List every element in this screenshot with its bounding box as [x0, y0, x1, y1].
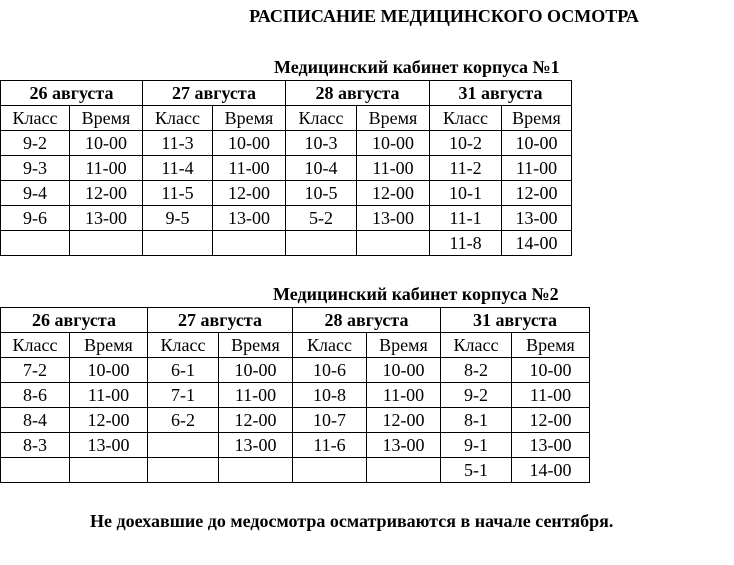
class-cell — [1, 458, 70, 483]
page-title: РАСПИСАНИЕ МЕДИЦИНСКОГО ОСМОТРА — [249, 6, 639, 26]
time-cell: 12-00 — [357, 181, 430, 206]
time-cell: 12-00 — [70, 408, 148, 433]
table-row — [1, 433, 590, 458]
date-header: 27 августа — [148, 308, 293, 333]
time-cell: 11-00 — [512, 383, 590, 408]
class-cell — [148, 433, 219, 458]
class-column-header: Класс — [1, 106, 70, 131]
class-column-header: Класс — [441, 333, 512, 358]
table-row — [1, 458, 590, 483]
time-cell — [219, 458, 293, 483]
table-row — [1, 156, 572, 181]
table-row — [1, 181, 572, 206]
date-header: 27 августа — [143, 81, 286, 106]
time-cell — [213, 231, 286, 256]
class-cell: 11-5 — [143, 181, 213, 206]
class-cell: 8-4 — [1, 408, 70, 433]
time-cell: 13-00 — [512, 433, 590, 458]
class-cell: 11-1 — [430, 206, 502, 231]
class-cell: 8-2 — [441, 358, 512, 383]
class-cell: 5-2 — [286, 206, 357, 231]
footer-note: Не доехавшие до медосмотра осматриваются в начале сентября. — [90, 511, 614, 531]
class-cell: 11-8 — [430, 231, 502, 256]
column-header-row — [1, 333, 590, 358]
class-cell: 10-6 — [293, 358, 367, 383]
date-header: 26 августа — [1, 81, 143, 106]
time-cell: 12-00 — [70, 181, 143, 206]
time-cell: 13-00 — [502, 206, 572, 231]
time-column-header: Время — [512, 333, 590, 358]
class-cell: 11-2 — [430, 156, 502, 181]
time-cell: 13-00 — [213, 206, 286, 231]
time-cell: 13-00 — [367, 433, 441, 458]
time-cell: 13-00 — [70, 433, 148, 458]
time-cell: 11-00 — [70, 383, 148, 408]
class-cell: 11-3 — [143, 131, 213, 156]
time-cell: 11-00 — [367, 383, 441, 408]
class-cell: 11-6 — [293, 433, 367, 458]
class-cell: 9-2 — [441, 383, 512, 408]
class-column-header: Класс — [1, 333, 70, 358]
class-cell: 10-7 — [293, 408, 367, 433]
class-cell: 8-1 — [441, 408, 512, 433]
date-header: 31 августа — [430, 81, 572, 106]
time-cell: 11-00 — [357, 156, 430, 181]
class-cell: 9-6 — [1, 206, 70, 231]
date-row — [1, 81, 572, 106]
class-cell — [286, 231, 357, 256]
time-cell: 10-00 — [219, 358, 293, 383]
class-cell: 7-2 — [1, 358, 70, 383]
time-cell: 11-00 — [219, 383, 293, 408]
time-cell: 13-00 — [70, 206, 143, 231]
class-cell: 10-4 — [286, 156, 357, 181]
class-cell: 10-8 — [293, 383, 367, 408]
time-column-header: Время — [357, 106, 430, 131]
class-cell: 6-1 — [148, 358, 219, 383]
class-cell: 9-4 — [1, 181, 70, 206]
class-cell — [293, 458, 367, 483]
class-cell — [1, 231, 70, 256]
class-cell — [148, 458, 219, 483]
time-cell: 11-00 — [213, 156, 286, 181]
table-row — [1, 358, 590, 383]
time-cell: 14-00 — [512, 458, 590, 483]
time-cell: 10-00 — [70, 358, 148, 383]
class-cell: 9-5 — [143, 206, 213, 231]
class-column-header: Класс — [286, 106, 357, 131]
time-cell: 10-00 — [512, 358, 590, 383]
time-column-header: Время — [367, 333, 441, 358]
time-cell: 10-00 — [367, 358, 441, 383]
date-header: 28 августа — [286, 81, 430, 106]
time-cell: 10-00 — [213, 131, 286, 156]
time-cell: 13-00 — [357, 206, 430, 231]
time-column-header: Время — [213, 106, 286, 131]
time-column-header: Время — [70, 333, 148, 358]
class-cell: 6-2 — [148, 408, 219, 433]
class-cell: 7-1 — [148, 383, 219, 408]
time-cell: 12-00 — [219, 408, 293, 433]
time-column-header: Время — [219, 333, 293, 358]
schedule-table-cabinet-1 — [0, 80, 572, 256]
date-header: 28 августа — [293, 308, 441, 333]
time-cell: 10-00 — [70, 131, 143, 156]
class-cell: 10-3 — [286, 131, 357, 156]
time-column-header: Время — [502, 106, 572, 131]
time-cell — [70, 458, 148, 483]
cabinet-1-title: Медицинский кабинет корпуса №1 — [274, 57, 560, 77]
class-cell: 10-1 — [430, 181, 502, 206]
date-header: 26 августа — [1, 308, 148, 333]
cabinet-2-title: Медицинский кабинет корпуса №2 — [273, 284, 559, 304]
time-cell: 12-00 — [502, 181, 572, 206]
class-column-header: Класс — [293, 333, 367, 358]
class-cell: 9-1 — [441, 433, 512, 458]
class-cell — [143, 231, 213, 256]
time-cell: 10-00 — [357, 131, 430, 156]
class-cell: 10-5 — [286, 181, 357, 206]
table-row — [1, 231, 572, 256]
time-column-header: Время — [70, 106, 143, 131]
class-cell: 5-1 — [441, 458, 512, 483]
class-cell: 9-3 — [1, 156, 70, 181]
table-row — [1, 408, 590, 433]
date-header: 31 августа — [441, 308, 590, 333]
class-cell: 9-2 — [1, 131, 70, 156]
class-cell: 10-2 — [430, 131, 502, 156]
time-cell: 12-00 — [367, 408, 441, 433]
time-cell — [70, 231, 143, 256]
class-column-header: Класс — [148, 333, 219, 358]
table-row — [1, 206, 572, 231]
time-cell: 11-00 — [70, 156, 143, 181]
class-column-header: Класс — [143, 106, 213, 131]
date-row — [1, 308, 590, 333]
table-row — [1, 383, 590, 408]
time-cell: 11-00 — [502, 156, 572, 181]
schedule-table-cabinet-2 — [0, 307, 590, 483]
time-cell: 12-00 — [512, 408, 590, 433]
time-cell: 10-00 — [502, 131, 572, 156]
class-cell: 8-6 — [1, 383, 70, 408]
time-cell: 13-00 — [219, 433, 293, 458]
time-cell: 12-00 — [213, 181, 286, 206]
table-row — [1, 131, 572, 156]
column-header-row — [1, 106, 572, 131]
class-cell: 11-4 — [143, 156, 213, 181]
class-cell: 8-3 — [1, 433, 70, 458]
class-column-header: Класс — [430, 106, 502, 131]
time-cell — [367, 458, 441, 483]
time-cell: 14-00 — [502, 231, 572, 256]
time-cell — [357, 231, 430, 256]
